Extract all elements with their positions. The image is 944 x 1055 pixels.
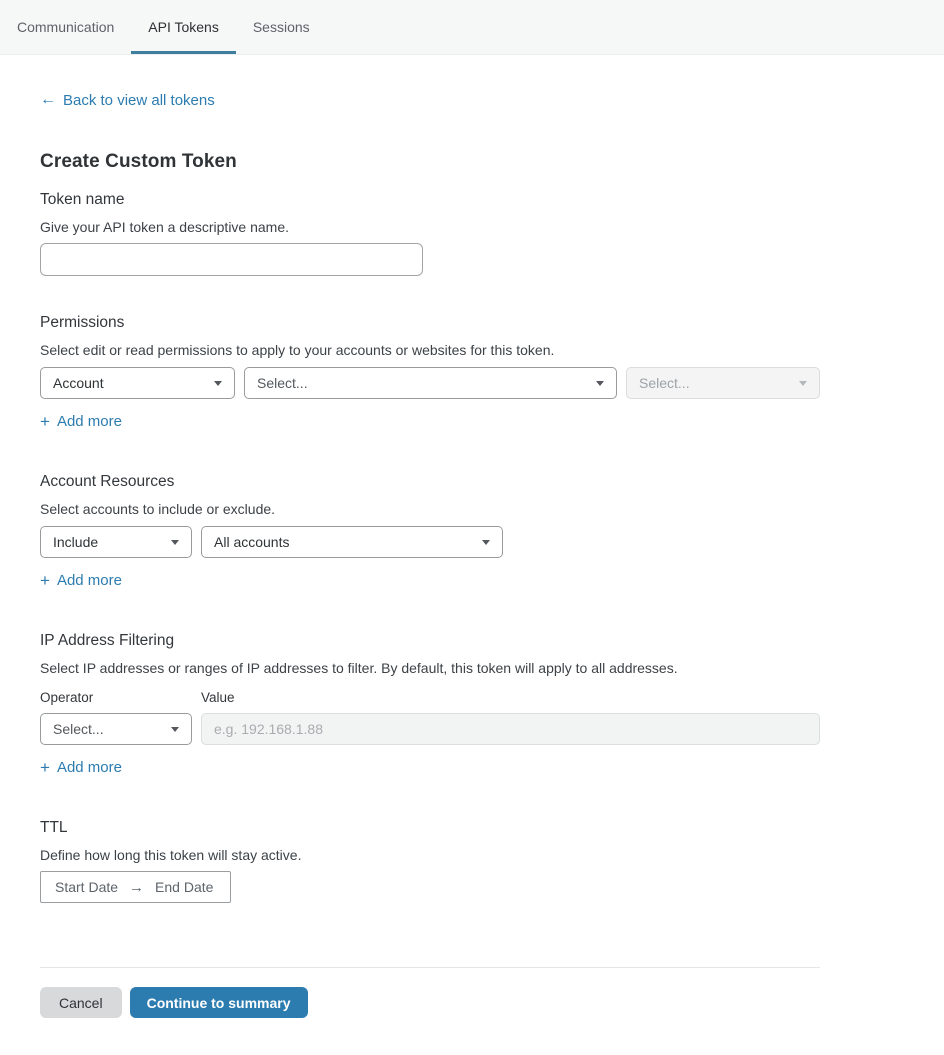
include-exclude-value: Include [53, 534, 99, 550]
account-resources-description: Select accounts to include or exclude. [40, 501, 276, 517]
plus-icon: + [40, 571, 50, 590]
permission-access-select [626, 367, 820, 399]
start-date-placeholder: Start Date [55, 879, 119, 895]
chevron-down-icon [214, 381, 222, 386]
plus-icon: + [40, 758, 50, 777]
cancel-button[interactable]: Cancel [40, 987, 122, 1018]
tab-bar [0, 0, 944, 55]
permission-group-placeholder: Select... [257, 375, 308, 391]
token-name-description: Give your API token a descriptive name. [40, 219, 290, 235]
ip-operator-placeholder: Select... [53, 721, 104, 737]
permissions-row [40, 367, 820, 399]
ip-filtering-section [40, 632, 820, 778]
account-resources-title: Account Resources [40, 473, 175, 490]
permissions-description: Select edit or read permissions to apply to your accounts or websites for this token. [40, 342, 555, 358]
ttl-title: TTL [40, 819, 68, 836]
chevron-down-icon [171, 727, 179, 732]
permission-scope-select[interactable] [40, 367, 235, 399]
back-link-label: Back to view all tokens [63, 91, 215, 109]
page-title: Create Custom Token [40, 151, 237, 172]
permission-group-select[interactable] [244, 367, 617, 399]
permissions-add-more-link[interactable] [40, 413, 122, 430]
include-exclude-select[interactable] [40, 526, 192, 558]
token-name-input[interactable] [40, 243, 423, 276]
back-to-tokens-link[interactable] [40, 92, 215, 109]
chevron-down-icon [596, 381, 604, 386]
chevron-down-icon [171, 540, 179, 545]
ip-operator-select[interactable] [40, 713, 192, 745]
tab-sessions-label: Sessions [252, 19, 310, 35]
tab-communication-label: Communication [17, 19, 115, 35]
tab-api-tokens[interactable] [131, 0, 236, 54]
add-more-label: Add more [56, 413, 122, 430]
token-name-title: Token name [40, 191, 125, 208]
chevron-down-icon [482, 540, 490, 545]
ttl-section [40, 819, 820, 903]
account-resources-add-more-link[interactable] [40, 572, 122, 589]
arrow-left-icon: ← [40, 91, 56, 108]
ip-filtering-title: IP Address Filtering [40, 632, 175, 649]
footer-divider [40, 967, 820, 968]
token-name-section [40, 191, 820, 276]
add-more-label: Add more [56, 759, 122, 776]
account-resources-row [40, 526, 820, 558]
operator-label: Operator [40, 690, 94, 705]
ip-filtering-description: Select IP addresses or ranges of IP addresses to filter. By default, this token will apply to all addresses. [40, 660, 678, 676]
ip-filtering-row [40, 713, 820, 745]
footer-actions [40, 987, 820, 1018]
ip-filtering-field-labels [40, 690, 820, 705]
tab-sessions[interactable] [236, 0, 327, 54]
tab-communication[interactable] [0, 0, 131, 54]
permission-access-placeholder: Select... [639, 375, 690, 391]
permissions-title: Permissions [40, 314, 125, 331]
permissions-section [40, 314, 820, 432]
arrow-right-icon: → [129, 878, 145, 896]
chevron-down-icon [799, 381, 807, 386]
accounts-select[interactable] [201, 526, 503, 558]
tab-api-tokens-label: API Tokens [148, 19, 219, 35]
permission-scope-value: Account [53, 375, 104, 391]
accounts-select-value: All accounts [214, 534, 290, 550]
create-token-page [0, 55, 944, 1055]
ttl-date-range-picker[interactable] [40, 871, 231, 903]
plus-icon: + [40, 412, 50, 431]
ttl-description: Define how long this token will stay active. [40, 847, 302, 863]
continue-to-summary-button[interactable]: Continue to summary [130, 987, 308, 1018]
ip-filtering-add-more-link[interactable] [40, 759, 122, 776]
ip-value-input [201, 713, 820, 745]
add-more-label: Add more [56, 572, 122, 589]
account-resources-section [40, 473, 820, 591]
end-date-placeholder: End Date [155, 879, 214, 895]
value-label: Value [201, 690, 235, 705]
